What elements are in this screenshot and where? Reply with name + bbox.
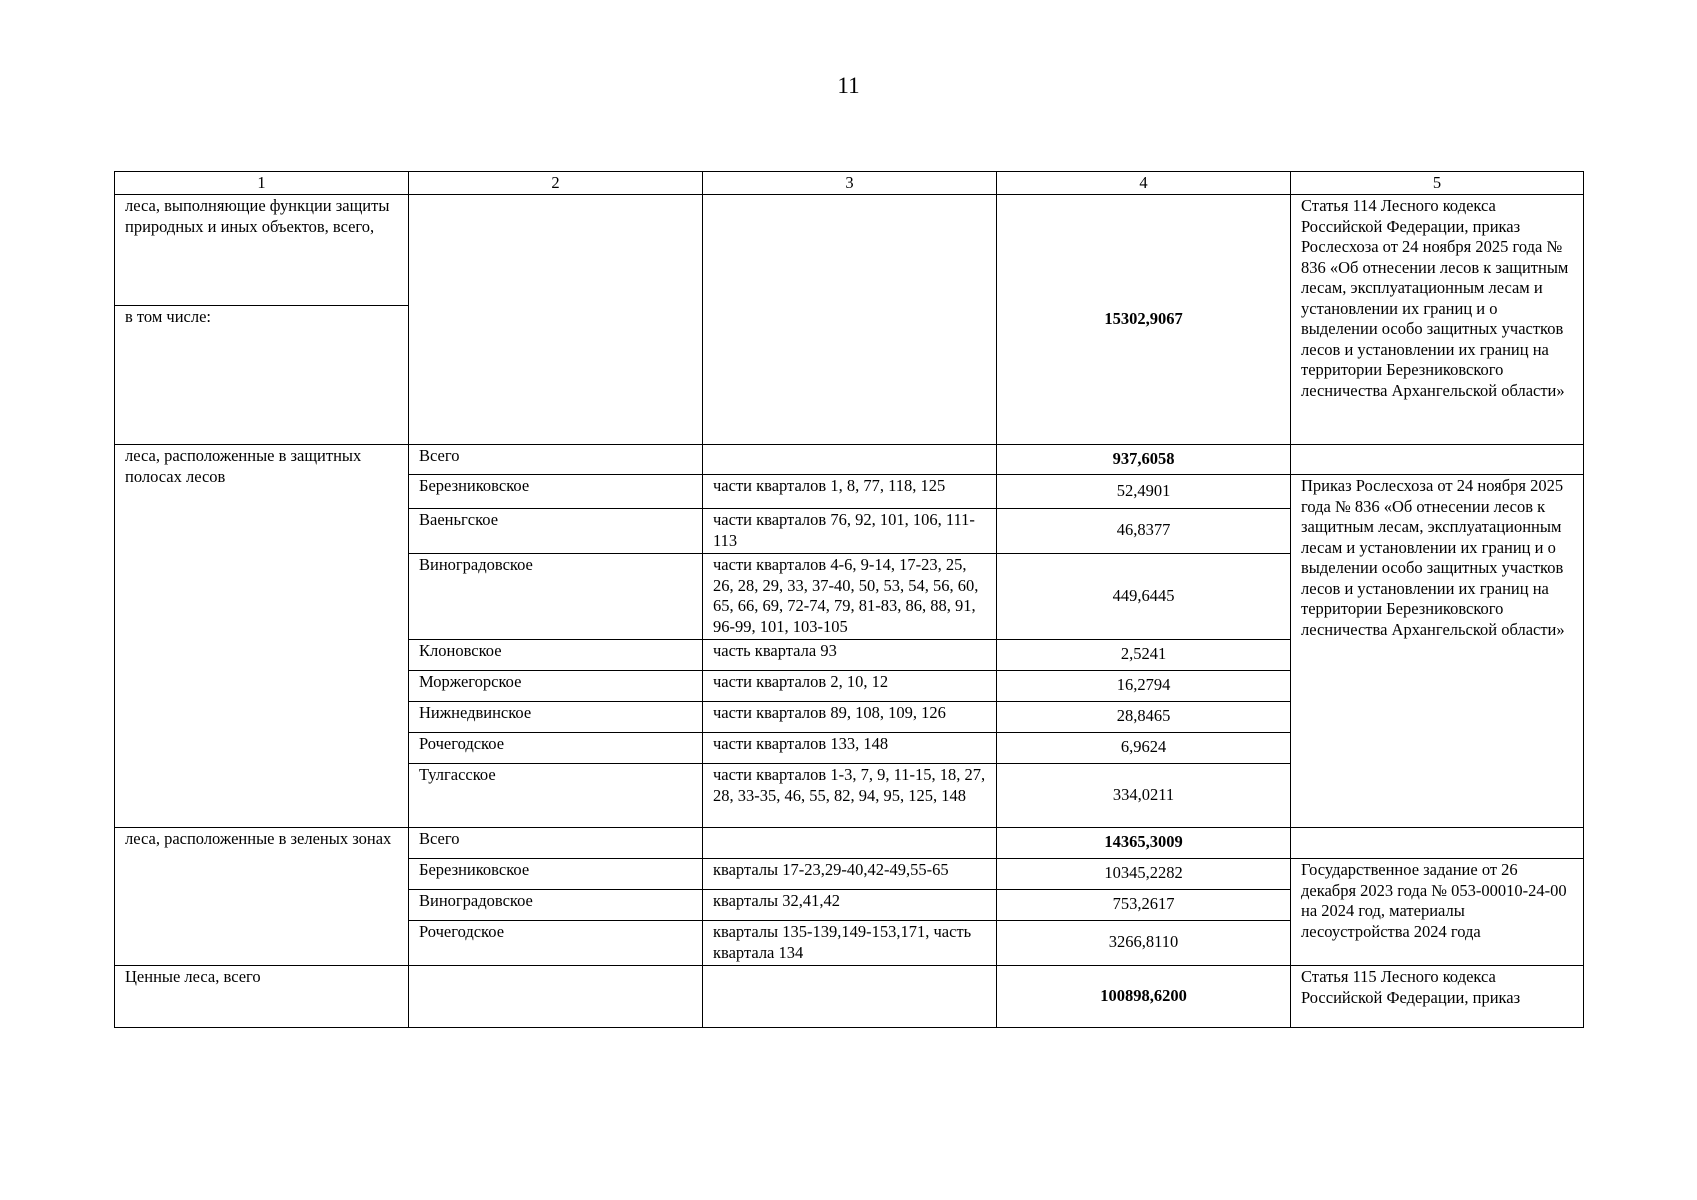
strips-basis: Приказ Рослесхоза от 24 ноября 2025 года № 836 «Об отнесении лесов к защитным лесам, эксплуатационным лесам и установлении их границ и о выделении особо защитных участков лесов и установлении их границ на территории Березниковского лесничества Архангельской области» xyxy=(1291,475,1584,828)
forest-categories-table xyxy=(114,171,1584,1028)
strips-total-row xyxy=(115,445,1584,475)
area-value: 753,2617 xyxy=(997,890,1291,921)
strips-total-label: Всего xyxy=(409,445,703,475)
forestry-name: Виноградовское xyxy=(409,554,703,640)
header-cell: 3 xyxy=(703,172,997,195)
empty-cell xyxy=(1291,828,1584,859)
green-basis: Государственное задание от 26 декабря 2023 года № 053-00010-24-00 на 2024 год, материалы лесоустройства 2024 года xyxy=(1291,859,1584,966)
forestry-name: Рочегодское xyxy=(409,733,703,764)
area-value: 52,4901 xyxy=(997,475,1291,509)
header-cell: 4 xyxy=(997,172,1291,195)
empty-cell xyxy=(703,195,997,445)
valuable-basis: Статья 115 Лесного кодекса Российской Федерации, приказ xyxy=(1291,966,1584,1028)
green-total-label: Всего xyxy=(409,828,703,859)
empty-cell xyxy=(703,966,997,1028)
quarters: кварталы 32,41,42 xyxy=(703,890,997,921)
area-value: 334,0211 xyxy=(997,764,1291,828)
green-total-row xyxy=(115,828,1584,859)
forestry-name: Тулгасское xyxy=(409,764,703,828)
protective-basis: Статья 114 Лесного кодекса Российской Федерации, приказ Рослесхоза от 24 ноября 2025 года № 836 «Об отнесении лесов к защитным лесам, эксплуатационным лесам и установлении их границ и о выделении особо защитных участков лесов и установлении их границ на территории Березниковского лесничества Архангельской области» xyxy=(1291,195,1584,445)
area-value: 46,8377 xyxy=(997,509,1291,554)
empty-cell xyxy=(409,195,703,445)
empty-cell xyxy=(703,445,997,475)
area-value: 2,5241 xyxy=(997,640,1291,671)
valuable-label: Ценные леса, всего xyxy=(115,966,409,1028)
area-value: 16,2794 xyxy=(997,671,1291,702)
header-row xyxy=(115,172,1584,195)
empty-cell xyxy=(1291,445,1584,475)
quarters: части кварталов 1, 8, 77, 118, 125 xyxy=(703,475,997,509)
area-value: 6,9624 xyxy=(997,733,1291,764)
area-value: 3266,8110 xyxy=(997,921,1291,966)
protective-area: 15302,9067 xyxy=(997,195,1291,445)
page-number: 11 xyxy=(837,73,860,98)
area-value: 449,6445 xyxy=(997,554,1291,640)
quarters: части кварталов 4-6, 9-14, 17-23, 25, 26, 28, 29, 33, 37-40, 50, 53, 54, 56, 60, 65, 66, 69, 72-74, 79, 81-83, 86, 88, 91, 96-99, 101, 103-105 xyxy=(703,554,997,640)
strips-label: леса, расположенные в защитных полосах лесов xyxy=(115,445,409,828)
area-value: 28,8465 xyxy=(997,702,1291,733)
forestry-name: Нижнедвинское xyxy=(409,702,703,733)
quarters: части кварталов 76, 92, 101, 106, 111-113 xyxy=(703,509,997,554)
forestry-name: Клоновское xyxy=(409,640,703,671)
forestry-name: Ваеньгское xyxy=(409,509,703,554)
quarters: часть квартала 93 xyxy=(703,640,997,671)
quarters: части кварталов 133, 148 xyxy=(703,733,997,764)
header-cell: 2 xyxy=(409,172,703,195)
valuable-row xyxy=(115,966,1584,1028)
forestry-name: Березниковское xyxy=(409,859,703,890)
quarters: кварталы 17-23,29-40,42-49,55-65 xyxy=(703,859,997,890)
forestry-name: Моржегорское xyxy=(409,671,703,702)
header-cell: 1 xyxy=(115,172,409,195)
quarters: части кварталов 2, 10, 12 xyxy=(703,671,997,702)
quarters: части кварталов 1-3, 7, 9, 11-15, 18, 27, 28, 33-35, 46, 55, 82, 94, 95, 125, 148 xyxy=(703,764,997,828)
quarters: части кварталов 89, 108, 109, 126 xyxy=(703,702,997,733)
empty-cell xyxy=(703,828,997,859)
empty-cell xyxy=(409,966,703,1028)
valuable-area: 100898,6200 xyxy=(997,966,1291,1028)
green-total-area: 14365,3009 xyxy=(997,828,1291,859)
quarters: кварталы 135-139,149-153,171, часть квартала 134 xyxy=(703,921,997,966)
strips-total-area: 937,6058 xyxy=(997,445,1291,475)
forestry-name: Виноградовское xyxy=(409,890,703,921)
header-cell: 5 xyxy=(1291,172,1584,195)
forestry-name: Березниковское xyxy=(409,475,703,509)
protective-label: леса, выполняющие функции защиты природных и иных объектов, всего, xyxy=(115,195,409,306)
protective-sublabel: в том числе: xyxy=(115,306,409,445)
area-value: 10345,2282 xyxy=(997,859,1291,890)
protective-row xyxy=(115,195,1584,306)
forestry-name: Рочегодское xyxy=(409,921,703,966)
green-label: леса, расположенные в зеленых зонах xyxy=(115,828,409,966)
